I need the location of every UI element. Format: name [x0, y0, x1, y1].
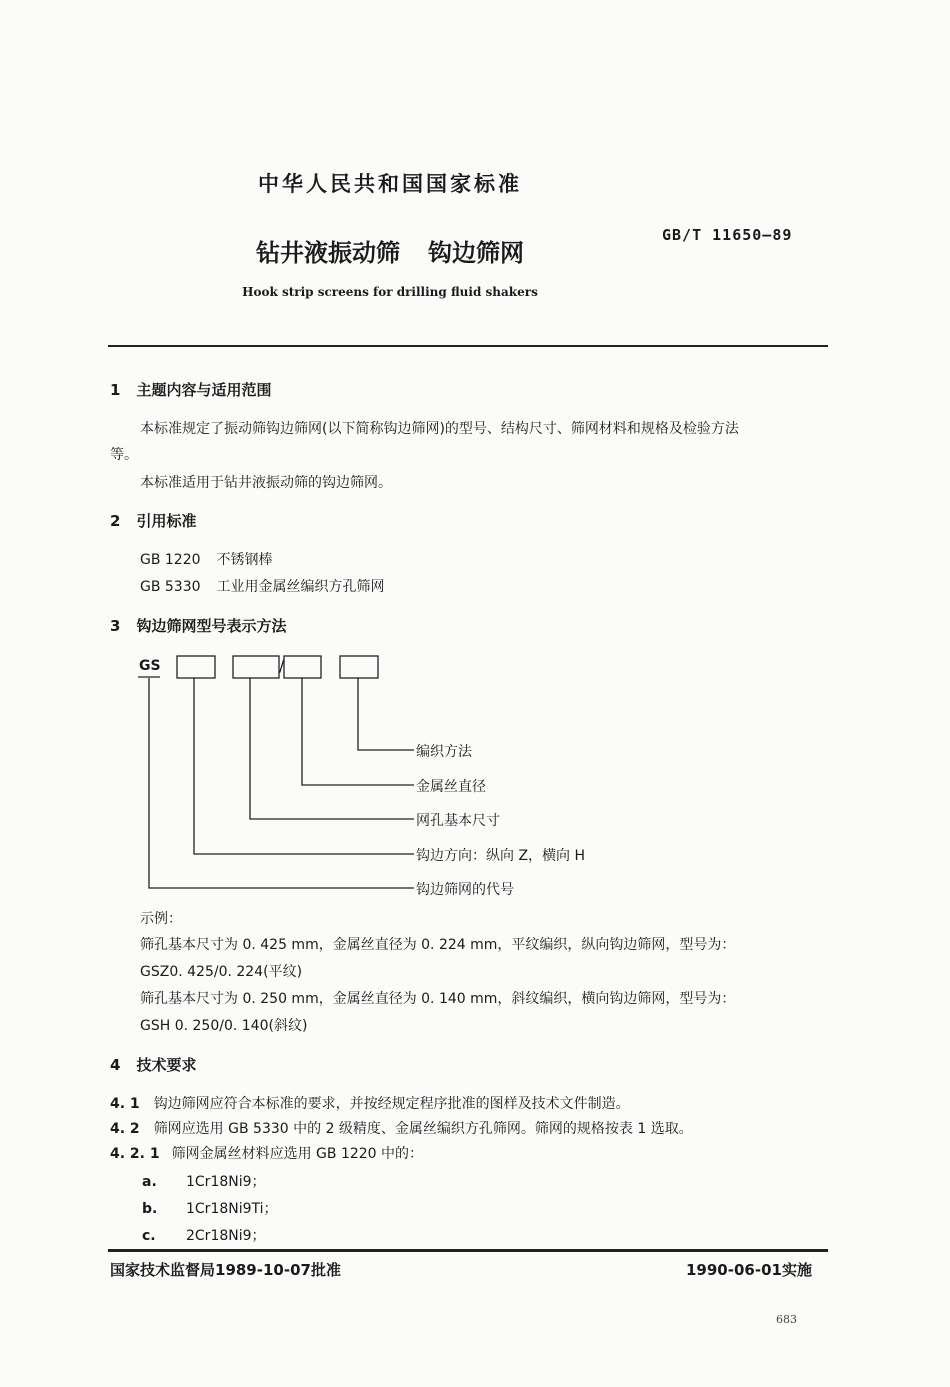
material-item — [142, 1171, 266, 1191]
direction-box — [177, 656, 215, 678]
implementation-line: 1990-06-01实施 — [686, 1261, 812, 1279]
section-4-title: 技术要求 — [136, 1056, 197, 1074]
wire-diameter-box — [284, 656, 321, 678]
reference-code: GB 5330 — [140, 579, 201, 595]
section-2-title: 引用标准 — [136, 512, 197, 530]
label-wire-diameter: 金属丝直径 — [416, 779, 486, 795]
section-1-number: 1 — [110, 381, 121, 399]
clause-number: 4. 2. 1 — [110, 1146, 160, 1162]
example-2-code: GSH 0. 250/0. 140(斜纹) — [140, 1018, 308, 1034]
section-1-para1-line2: 等。 — [110, 447, 138, 463]
clause-text: 钩边筛网应符合本标准的要求，并按经规定程序批准的图样及技术文件制造。 — [153, 1096, 630, 1112]
example-heading: 示例： — [140, 911, 182, 927]
weave-method-box — [340, 656, 378, 678]
example-2-description: 筛孔基本尺寸为 0. 250 mm，金属丝直径为 0. 140 mm，斜纹编织，横向钩边筛网，型号为： — [140, 991, 736, 1007]
clause-text: 筛网金属丝材料应选用 GB 1220 中的： — [171, 1146, 424, 1162]
label-weave-method: 编织方法 — [416, 744, 472, 760]
material-value: 1Cr18Ni9； — [186, 1174, 266, 1190]
section-1-para1-line1: 本标准规定了振动筛钩边筛网(以下简称钩边筛网)的型号、结构尺寸、筛网材料和规格及检验方法 — [140, 421, 739, 437]
footer-divider — [108, 1249, 828, 1252]
section-2-number: 2 — [110, 512, 121, 530]
approval-line: 国家技术监督局1989-10-07批准 — [110, 1261, 341, 1279]
example-1-description: 筛孔基本尺寸为 0. 425 mm，金属丝直径为 0. 224 mm，平纹编织，纵向钩边筛网，型号为： — [140, 937, 736, 953]
clause-text: 筛网应选用 GB 5330 中的 2 级精度、金属丝编织方孔筛网。筛网的规格按表 1 选取。 — [153, 1121, 693, 1137]
material-letter: c. — [142, 1228, 156, 1244]
model-separator: / — [279, 656, 285, 675]
standard-number: GB/T 11650—89 — [662, 226, 793, 244]
leader-aperture — [250, 678, 414, 819]
clause-4-2-1 — [110, 1143, 423, 1163]
aperture-box — [233, 656, 279, 678]
material-value: 2Cr18Ni9； — [186, 1228, 266, 1244]
section-3-title: 钩边筛网型号表示方法 — [136, 617, 287, 635]
section-4-heading — [110, 1054, 196, 1075]
section-1-title: 主题内容与适用范围 — [136, 381, 272, 399]
page-number: 683 — [776, 1313, 797, 1326]
national-standard-heading: 中华人民共和国国家标准 — [258, 172, 522, 196]
example-1-code: GSZ0. 425/0. 224(平纹) — [140, 964, 303, 980]
material-letter: b. — [142, 1201, 158, 1217]
title-zh-part1: 钻井液振动筛 — [256, 239, 400, 267]
reference-code: GB 1220 — [140, 552, 201, 568]
reference-title: 工业用金属丝编织方孔筛网 — [216, 579, 385, 595]
clause-number: 4. 2 — [110, 1121, 140, 1137]
clause-4-2 — [110, 1118, 693, 1138]
leader-direction — [194, 678, 414, 854]
label-hook-direction: 钩边方向：纵向 Z，横向 H — [416, 848, 586, 864]
label-aperture-size: 网孔基本尺寸 — [416, 813, 500, 829]
leader-weave — [358, 678, 414, 750]
clause-number: 4. 1 — [110, 1096, 140, 1112]
clause-4-1 — [110, 1093, 630, 1113]
section-3-number: 3 — [110, 617, 121, 635]
section-1-para2: 本标准适用于钻井液振动筛的钩边筛网。 — [140, 475, 392, 491]
model-prefix: GS — [139, 658, 161, 674]
leader-code — [149, 678, 414, 888]
section-4-number: 4 — [110, 1056, 121, 1074]
document-title-en: Hook strip screens for drilling fluid shakers — [242, 285, 538, 299]
title-zh-part2: 钩边筛网 — [428, 239, 524, 267]
reference-title: 不锈钢棒 — [216, 552, 273, 568]
material-item — [142, 1198, 278, 1218]
material-value: 1Cr18Ni9Ti； — [186, 1201, 278, 1217]
material-letter: a. — [142, 1174, 157, 1190]
label-product-code: 钩边筛网的代号 — [416, 882, 514, 898]
material-item — [142, 1225, 266, 1245]
